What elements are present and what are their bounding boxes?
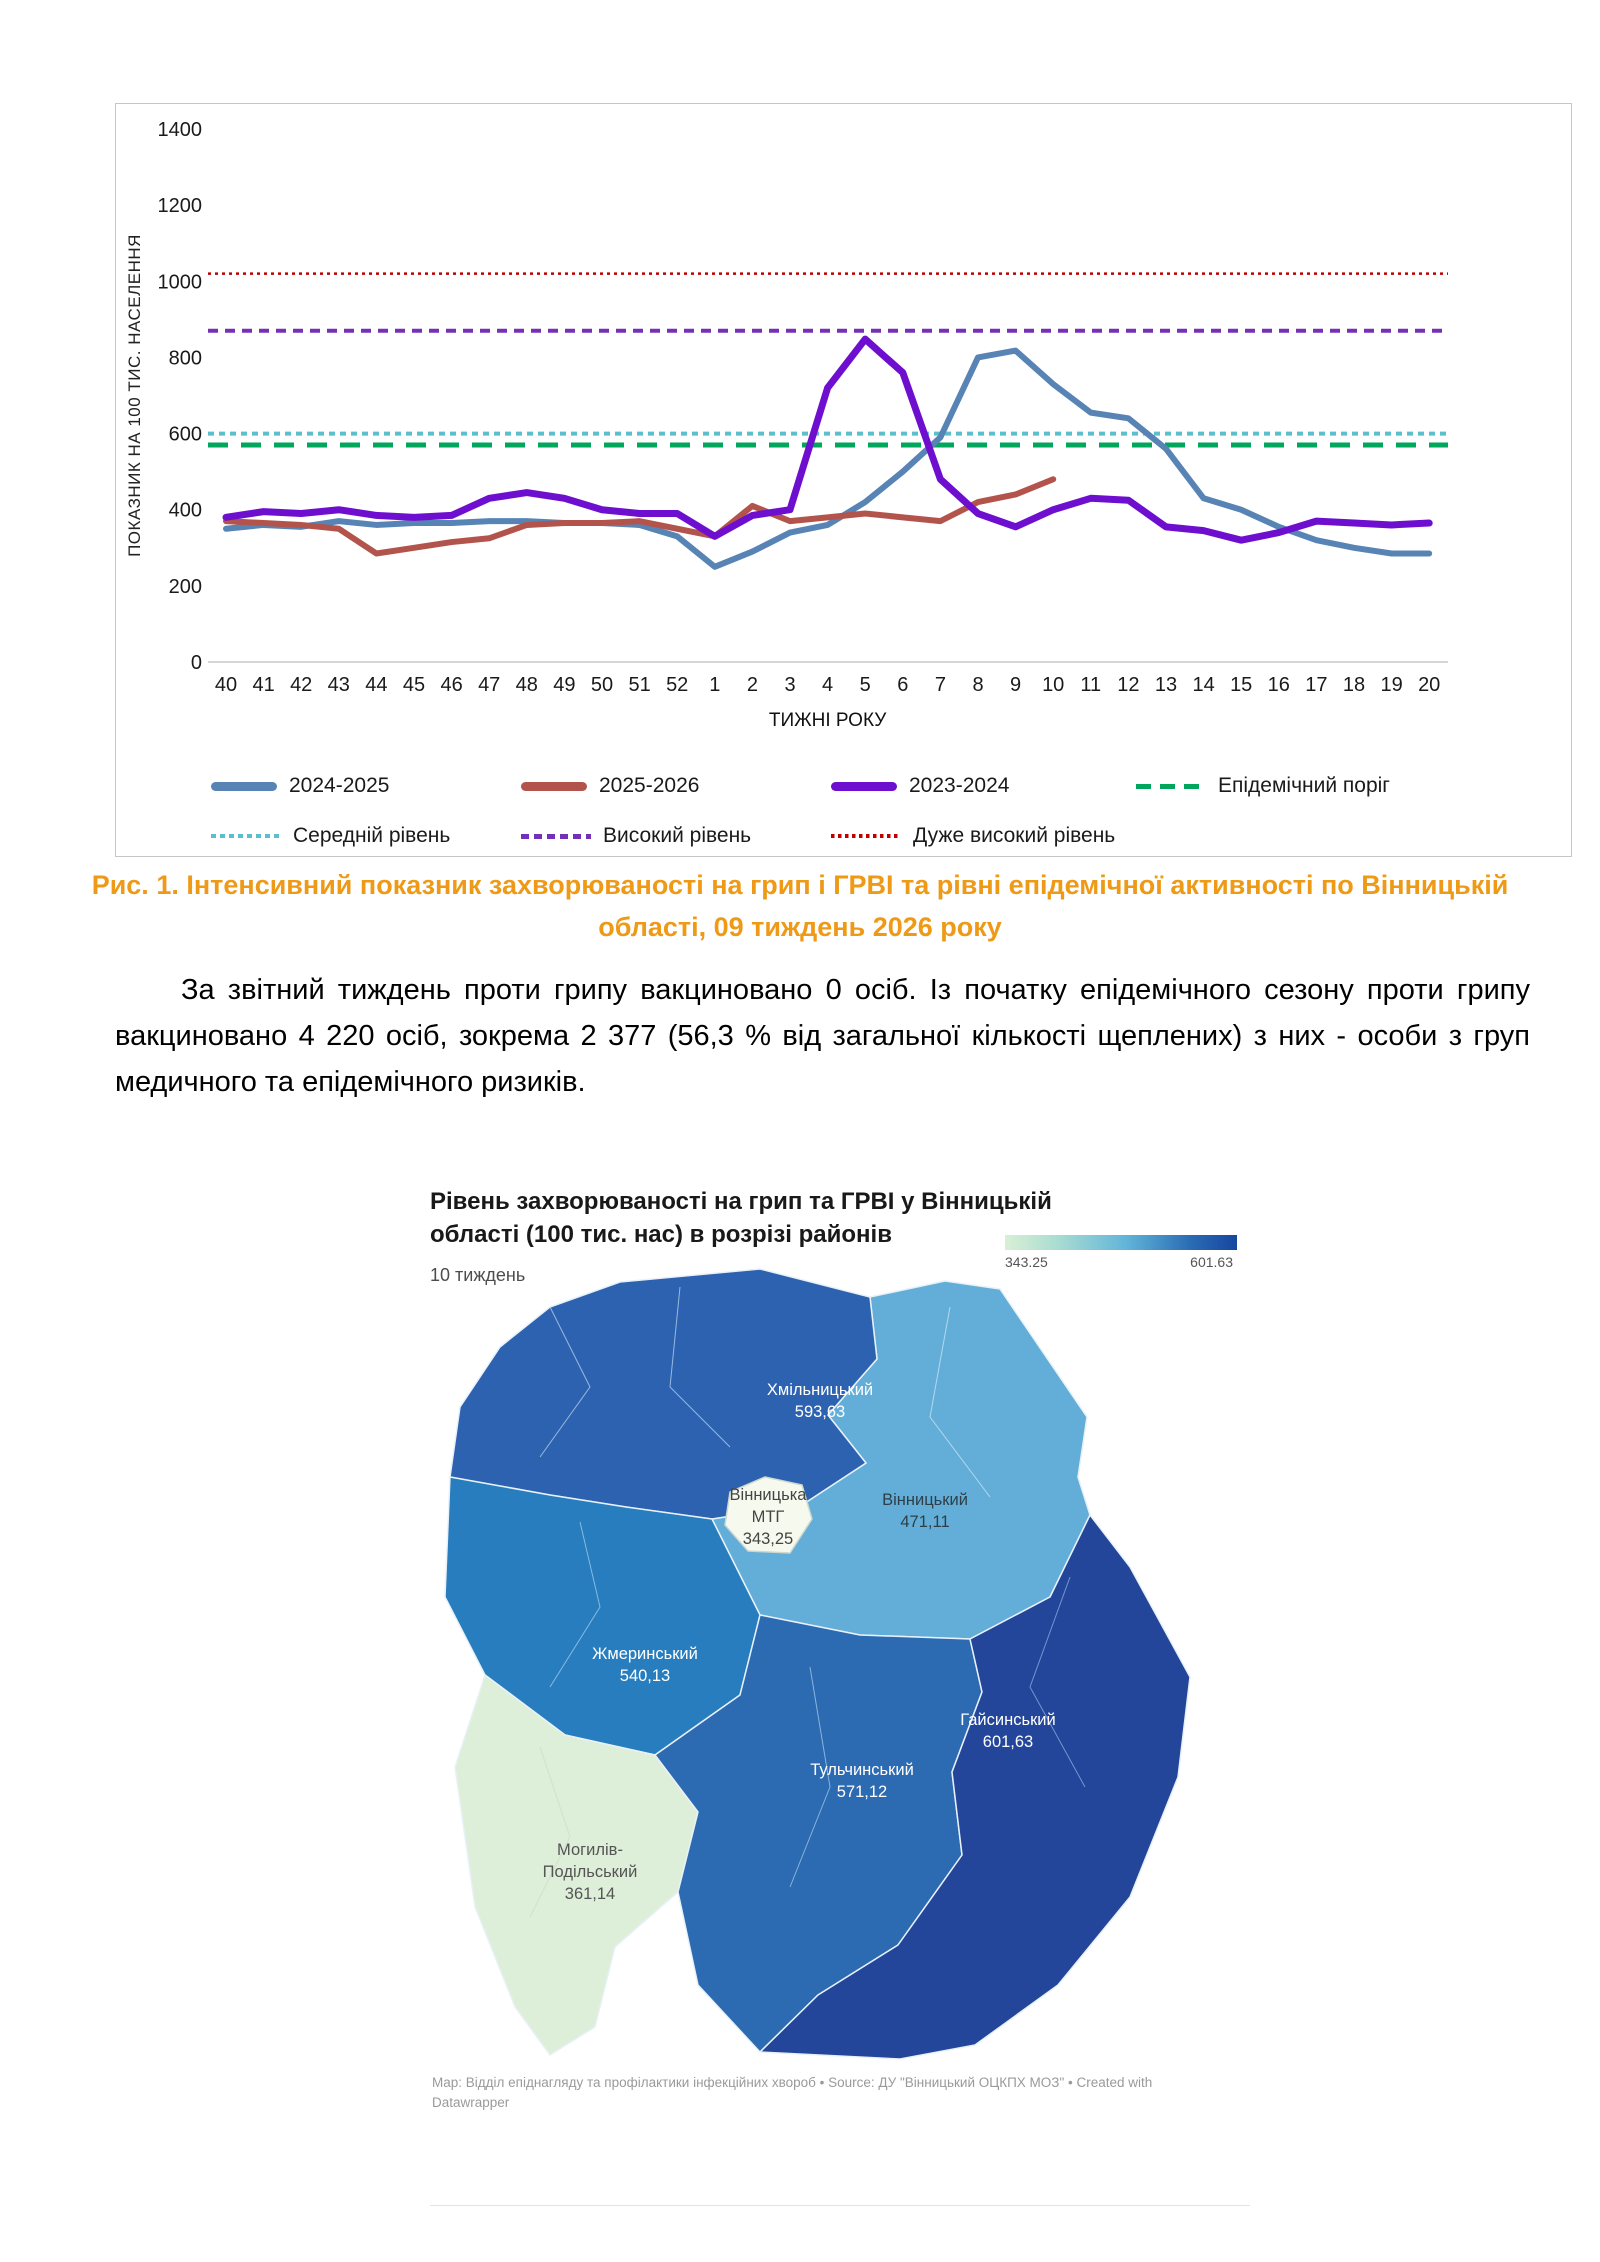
x-tick-label: 12: [1117, 674, 1140, 696]
legend-item-2024-2025: [211, 772, 389, 800]
x-tick-label: 50: [590, 674, 614, 696]
svg-text:Вінницький: Вінницький: [882, 1491, 968, 1509]
y-tick-label: 600: [168, 423, 202, 446]
x-tick-label: 14: [1192, 674, 1215, 696]
x-axis-title: ТИЖНІ РОКУ: [768, 710, 887, 731]
gradient-max-label: 601.63: [1190, 1254, 1233, 1270]
epidemic-line-chart: [116, 104, 1571, 854]
bottom-divider: [430, 2205, 1250, 2206]
map-title-line2: області (100 тис. нас) в розрізі районів: [430, 1221, 892, 1249]
legend-label: Дуже високий рівень: [913, 824, 1116, 847]
legend-item-very-high-level: [831, 822, 1115, 850]
x-tick-label: 46: [440, 674, 463, 696]
legend-label: 2024-2025: [289, 774, 390, 797]
x-tick-label: 1: [709, 674, 721, 696]
x-tick-label: 48: [515, 674, 538, 696]
svg-text:Вінницька: Вінницька: [729, 1486, 807, 1504]
x-tick-label: 43: [327, 674, 350, 696]
svg-text:Жмеринський: Жмеринський: [592, 1645, 698, 1663]
svg-text:361,14: 361,14: [564, 1885, 616, 1903]
legend-label: Високий рівень: [603, 824, 752, 847]
x-tick-label: 11: [1080, 674, 1102, 696]
x-tick-label: 42: [290, 674, 313, 696]
x-tick-label: 41: [252, 674, 275, 696]
legend-swatch-high-level: [521, 834, 591, 839]
svg-text:Подільський: Подільський: [542, 1863, 638, 1881]
legend-item-high-level: [521, 822, 751, 850]
svg-text:601,63: 601,63: [982, 1733, 1034, 1751]
svg-text:593,63: 593,63: [794, 1403, 846, 1421]
svg-text:Гайсинський: Гайсинський: [960, 1711, 1056, 1729]
legend-swatch-very-high-level: [831, 834, 901, 838]
legend-label: 2025-2026: [599, 774, 700, 797]
x-tick-label: 49: [553, 674, 576, 696]
svg-text:571,12: 571,12: [836, 1783, 888, 1801]
chart-legend-row-1: [116, 772, 1571, 800]
svg-text:МТГ: МТГ: [751, 1508, 785, 1526]
y-tick-label: 1400: [157, 119, 202, 141]
x-tick-label: 45: [402, 674, 426, 696]
x-tick-label: 52: [666, 674, 689, 696]
svg-text:343,25: 343,25: [742, 1530, 794, 1548]
x-tick-label: 17: [1305, 674, 1328, 696]
x-tick-label: 47: [478, 674, 501, 696]
map-footer-line1: Map: Відділ епіднагляду та профілактики інфекційних хвороб • Source: ДУ "Вінницький ОЦКПХ МОЗ" • Created with: [432, 2075, 1153, 2090]
y-tick-label: 0: [190, 652, 202, 674]
x-tick-label: 5: [859, 674, 871, 696]
x-tick-label: 51: [628, 674, 651, 696]
svg-text:Тульчинський: Тульчинський: [810, 1761, 914, 1779]
x-tick-label: 44: [365, 674, 388, 696]
y-tick-label: 200: [168, 575, 202, 598]
legend-item-medium-level: [211, 822, 450, 850]
y-tick-label: 1000: [157, 271, 202, 294]
x-tick-label: 15: [1230, 674, 1253, 696]
x-tick-label: 8: [972, 674, 984, 696]
y-tick-label: 400: [168, 499, 202, 522]
figure-1-caption: Рис. 1. Інтенсивний показник захворюваності на грип і ГРВІ та рівні епідемічної активності по Вінницькій області, 09 тиждень 2026 року: [91, 870, 1509, 942]
chart-legend-row-2: [116, 822, 1571, 850]
x-tick-label: 10: [1042, 674, 1065, 696]
legend-swatch-medium-level: [211, 834, 281, 838]
vaccination-paragraph: За звітний тиждень проти грипу вакциновано 0 осіб. Із початку епідемічного сезону проти грипу вакциновано 4 220 осіб, зокрема 2 377 (56,3 % від загальної кількості щеплених) з них - особи з груп медичного та епідемічного ризиків.: [115, 974, 1530, 1098]
legend-swatch-epidemic-threshold: [1136, 784, 1206, 789]
x-tick-label: 18: [1342, 674, 1366, 696]
legend-swatch-2025-2026: [521, 782, 587, 791]
vinnytsia-oblast-map: [430, 1267, 1200, 2072]
legend-item-epidemic-threshold: [1136, 772, 1390, 800]
x-tick-label: 9: [1010, 674, 1022, 696]
map-footer-line2: Datawrapper: [432, 2095, 510, 2111]
x-tick-label: 19: [1380, 674, 1403, 696]
legend-swatch-2023-2024: [831, 782, 897, 791]
svg-text:471,11: 471,11: [900, 1513, 950, 1531]
x-tick-label: 20: [1418, 674, 1441, 696]
legend-item-2023-2024: [831, 772, 1009, 800]
x-tick-label: 7: [934, 674, 946, 696]
svg-text:Хмільницький: Хмільницький: [766, 1381, 874, 1399]
x-tick-label: 4: [822, 674, 834, 696]
district-map-panel: [430, 1185, 1260, 2220]
x-tick-label: 2: [746, 674, 758, 696]
y-axis-title: ПОКАЗНИК НА 100 ТИС. НАСЕЛЕННЯ: [125, 234, 144, 557]
svg-text:Могилів-: Могилів-: [557, 1841, 623, 1859]
legend-swatch-2024-2025: [211, 782, 277, 791]
x-tick-label: 16: [1267, 674, 1290, 696]
x-tick-label: 13: [1154, 674, 1178, 696]
map-title-line1: Рівень захворюваності на грип та ГРВІ у Вінницькій: [430, 1188, 1052, 1215]
legend-label: Епідемічний поріг: [1218, 774, 1390, 797]
choropleth-gradient-bar: [1005, 1235, 1237, 1250]
y-tick-label: 1200: [157, 195, 202, 218]
legend-label: 2023-2024: [909, 774, 1010, 797]
epidemic-chart-panel: [115, 103, 1572, 857]
legend-item-2025-2026: [521, 772, 699, 800]
x-tick-label: 6: [897, 674, 909, 696]
gradient-min-label: 343.25: [1005, 1254, 1048, 1270]
svg-text:540,13: 540,13: [619, 1667, 671, 1685]
x-tick-label: 3: [784, 674, 796, 696]
legend-label: Середній рівень: [293, 824, 451, 847]
y-tick-label: 800: [168, 347, 202, 370]
map-footer: [432, 2073, 1202, 2114]
x-tick-label: 40: [214, 674, 238, 696]
map-subtitle: 10 тиждень: [430, 1265, 526, 1286]
